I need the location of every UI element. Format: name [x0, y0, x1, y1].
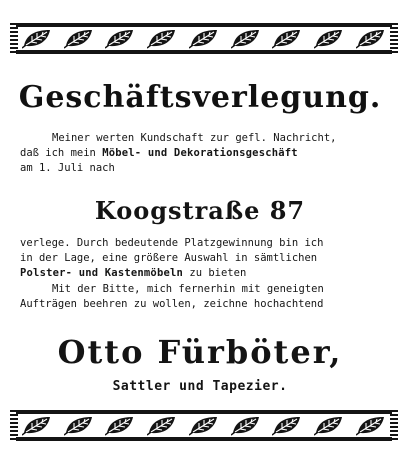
paragraph-line: am 1. Juli nach: [20, 162, 115, 174]
signature-name: Otto Fürböter,: [57, 333, 343, 371]
paragraph-announcement: [20, 131, 388, 176]
bottom-leaf-border: [16, 410, 392, 441]
paragraph-line: Aufträgen beehren zu wollen, zeichne hochachtend: [20, 298, 324, 310]
leaf-row: [16, 414, 392, 437]
leaf-icon: [272, 28, 302, 49]
leaf-icon: [147, 415, 177, 436]
paragraph-line: Meiner werten Kundschaft zur gefl. Nachricht,: [52, 132, 337, 144]
leaf-icon: [231, 415, 261, 436]
paragraph-line: in der Lage, eine größere Auswahl in sämtlichen: [20, 252, 318, 264]
paragraph-line: [20, 146, 388, 161]
leaf-icon: [64, 415, 94, 436]
line-text: daß ich mein: [20, 147, 103, 159]
leaf-icon: [314, 415, 344, 436]
leaf-icon: [105, 28, 135, 49]
leaf-icon: [189, 28, 219, 49]
leaf-icon: [314, 28, 344, 49]
profession: Sattler und Tapezier.: [112, 379, 288, 394]
business-name: Möbel- und Dekorationsgeschäft: [102, 147, 298, 159]
line-text: zu bieten: [183, 267, 247, 279]
new-address: Koogstraße 87: [94, 196, 306, 225]
paragraph-line: verlege. Durch bedeutende Platzgewinnung bin ich: [20, 237, 324, 249]
leaf-icon: [356, 415, 386, 436]
paragraph-line: [20, 266, 388, 281]
paragraph-details: [20, 236, 388, 281]
leaf-icon: [64, 28, 94, 49]
leaf-icon: [231, 28, 261, 49]
leaf-icon: [356, 28, 386, 49]
leaf-icon: [22, 28, 52, 49]
leaf-icon: [147, 28, 177, 49]
headline: Geschäftsverlegung.: [18, 80, 382, 115]
leaf-icon: [105, 415, 135, 436]
border-rule: [16, 437, 392, 441]
leaf-row: [16, 27, 392, 50]
paragraph-line: Mit der Bitte, mich fernerhin mit geneigten: [52, 283, 324, 295]
product-range: Polster- und Kastenmöbeln: [20, 267, 184, 279]
leaf-icon: [272, 415, 302, 436]
top-leaf-border: [16, 23, 392, 54]
leaf-icon: [189, 415, 219, 436]
paragraph-closing: [20, 282, 388, 312]
border-rule: [16, 50, 392, 54]
leaf-icon: [22, 415, 52, 436]
